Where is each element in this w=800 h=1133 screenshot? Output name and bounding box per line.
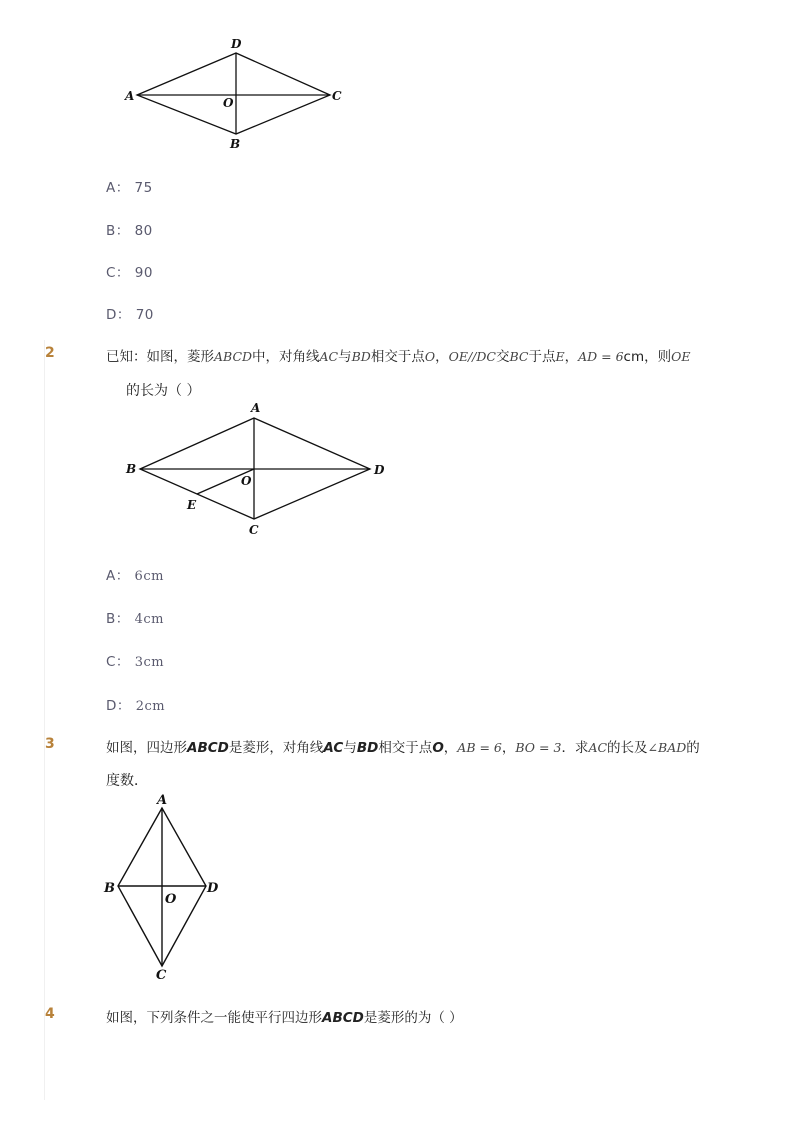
figure1-label-c: C [332,89,342,103]
figure1-label-a: A [125,89,135,103]
option-value: 90 [134,265,153,281]
figure2-label-o: O [241,474,252,488]
question-text-line1: 已知：如图，菱形ABCD中，对角线AC与BD相交于点O，OE//DC交BC于点E，AD = 6cm，则OE [106,349,691,365]
option-a[interactable] [106,176,153,196]
figure-rhombus-1 [120,34,350,154]
option-letter: C： [106,654,130,670]
figure1-label-o: O [223,96,234,110]
figure3-label-c: C [156,968,167,982]
option-letter: A： [106,568,130,584]
question-number: 2 [45,345,55,361]
option-value: 4cm [134,612,164,627]
question-text-line2: 的长为（ ） [126,383,201,399]
option-value: 6cm [134,569,164,584]
figure2-label-e: E [187,498,197,512]
option-value: 75 [134,180,153,196]
option-a[interactable] [106,564,164,584]
figure1-label-b: B [230,137,241,151]
figure2-label-a: A [251,401,261,415]
option-letter: D： [106,698,131,714]
option-b[interactable] [106,607,164,627]
option-d[interactable] [106,694,165,714]
question-number: 3 [45,736,55,752]
option-c[interactable] [106,650,164,670]
option-b[interactable] [106,219,153,239]
option-letter: D： [106,307,131,323]
option-letter: B： [106,611,130,627]
question-text-line1: 如图，四边形ABCD是菱形，对角线AC与BD相交于点O，AB = 6，BO = 3．求AC的长及∠BAD的 [106,740,700,756]
question-text-line1: 如图，下列条件之一能使平行四边形ABCD是菱形的为（ ） [106,1010,463,1026]
option-d[interactable] [106,303,154,323]
option-c[interactable] [106,261,153,281]
figure3-label-a: A [157,793,168,808]
option-value: 2cm [135,699,166,714]
question-text-line2: 度数． [106,773,148,789]
option-value: 80 [134,223,153,239]
option-letter: B： [106,223,130,239]
option-value: 70 [135,307,154,323]
figure3-label-d: D [207,881,219,896]
figure2-label-d: D [374,463,385,477]
figure-rhombus-3 [100,790,230,982]
figure-rhombus-2 [120,398,390,540]
figure2-label-b: B [126,462,137,476]
option-value: 3cm [134,655,165,670]
option-letter: A： [106,180,130,196]
figure3-label-b: B [104,881,115,896]
figure2-label-c: C [249,523,259,537]
question-number: 4 [45,1006,55,1022]
option-letter: C： [106,265,130,281]
figure1-label-d: D [231,37,242,51]
figure3-label-o: O [165,892,177,907]
question-gutter-line [44,340,45,1100]
